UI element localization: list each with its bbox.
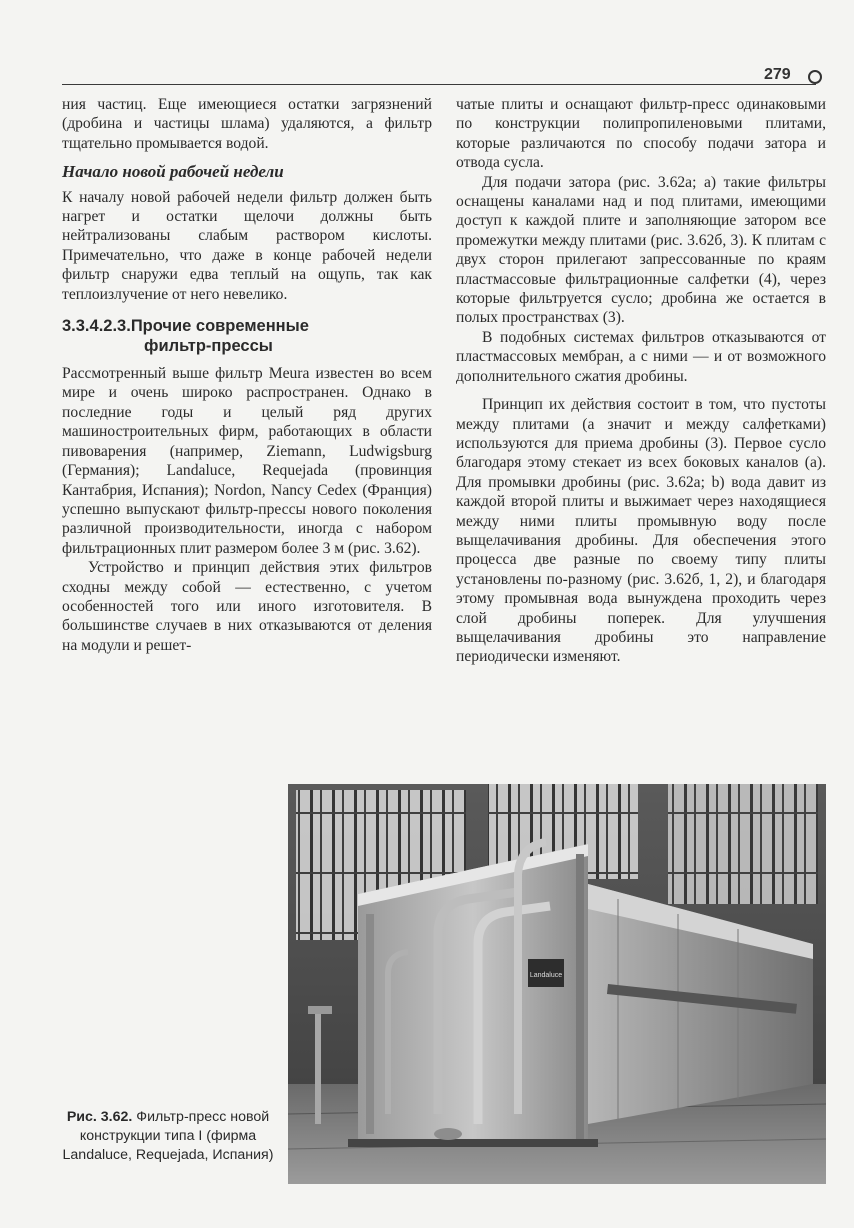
right-paragraph-4: Принцип их действия состоит в том, что пустоты между плитами (а значит и между салфетками) используются для приема дробины (3). Первое сусло благодаря этому стекает из всех боковых каналов (a). Для промывки дробины (рис. 3.62а; b) вода давит из каждой второй плиты и выжимает через находящиеся между ними плиты промывную воду после выщелачивания дробины. Для обеспечения этого процесса две разные по своему типу плиты установлены по-разному (рис. 3.62б, 1, 2), и благодаря этому промывная вода вынуждена проходить через слой дробины поперек. Для улучшения выщелачивания дробины это направление периодически изменяют. — [456, 396, 826, 666]
left-paragraph-1: ния частиц. Еще имеющиеся остатки загрязнений (дробина и частицы шлама) удаляются, а фильтр тщательно промывается водой. — [62, 96, 432, 152]
figure-caption-text: Фильтр-пресс новой конструкции типа I (фирма Landaluce, Requejada, Испания) — [62, 1109, 274, 1163]
section-title-line2: фильтр-прессы — [144, 337, 273, 356]
right-paragraph-1: чатые плиты и оснащают фильтр-пресс одинаковыми по конструкции полипропиленовыми плитами, которые различаются по способу подачи затора и отвода сусла. — [456, 96, 826, 172]
right-paragraph-3: В подобных системах фильтров отказываются от пластмассовых мембран, а с ними — и от возможного дополнительного сжатия дробины. — [456, 328, 826, 385]
filter-press-photo — [288, 784, 826, 1184]
right-column — [456, 95, 826, 667]
right-paragraph-2: Для подачи затора (рис. 3.62а; a) такие фильтры оснащены каналами над и под плитами, имеющими доступ к каждой плите и заполняющие затором все промежутки между плитами (рис. 3.62б, 3). К плитам с двух сторон прилегают запрессованные по краям пластмассовые фильтрационные салфетки (4), через которые фильтруется сусло; дробина же остается в полых пространствах (3). — [456, 173, 826, 327]
section-heading — [62, 316, 432, 356]
page-number: 279 — [764, 66, 791, 83]
section-number: 3.3.4.2.3. — [62, 317, 131, 336]
left-column — [62, 95, 432, 655]
figure-caption-label: Рис. 3.62. — [66, 1109, 133, 1125]
subheading-new-week: Начало новой рабочей недели — [62, 162, 284, 182]
filter-press-illustration — [288, 784, 826, 1184]
figure-caption — [62, 1108, 274, 1165]
header-rule — [62, 84, 816, 85]
page-marker-circle-icon — [808, 70, 822, 84]
left-paragraph-4: Устройство и принцип действия этих фильтров сходны между собой — естественно, с учетом особенностей того или иного изготовителя. В большинстве случаев в них отказываются от деления на модули и решет- — [62, 559, 432, 654]
left-paragraph-2: К началу новой рабочей недели фильтр должен быть нагрет и остатки щелочи должны быть нейтрализованы слабым раствором кислоты. Примечательно, что даже в конце рабочей недели фильтр снаружи едва теплый на ощупь, так как теплоизлучение от него невелико. — [62, 188, 432, 303]
nameplate-text: Landaluce — [529, 972, 563, 979]
section-title-line1: Прочие современные — [130, 317, 309, 336]
left-paragraph-3: Рассмотренный выше фильтр Meura известен во всем мире и очень широко распространен. Однако в последние годы и целый ряд других машиностроительных фирм, работающих в области пивоварения (например, Ziemann, Ludwigsburg (Германия); Landaluce, Requejada (провинция Кантабрия, Испания); Nordon, Nancy Cedex (Франция) успешно выпускают фильтр-прессы нового поколения различной производительности, иногда с набором фильтрационных плит размером более 3 м (рис. 3.62). — [62, 365, 432, 557]
